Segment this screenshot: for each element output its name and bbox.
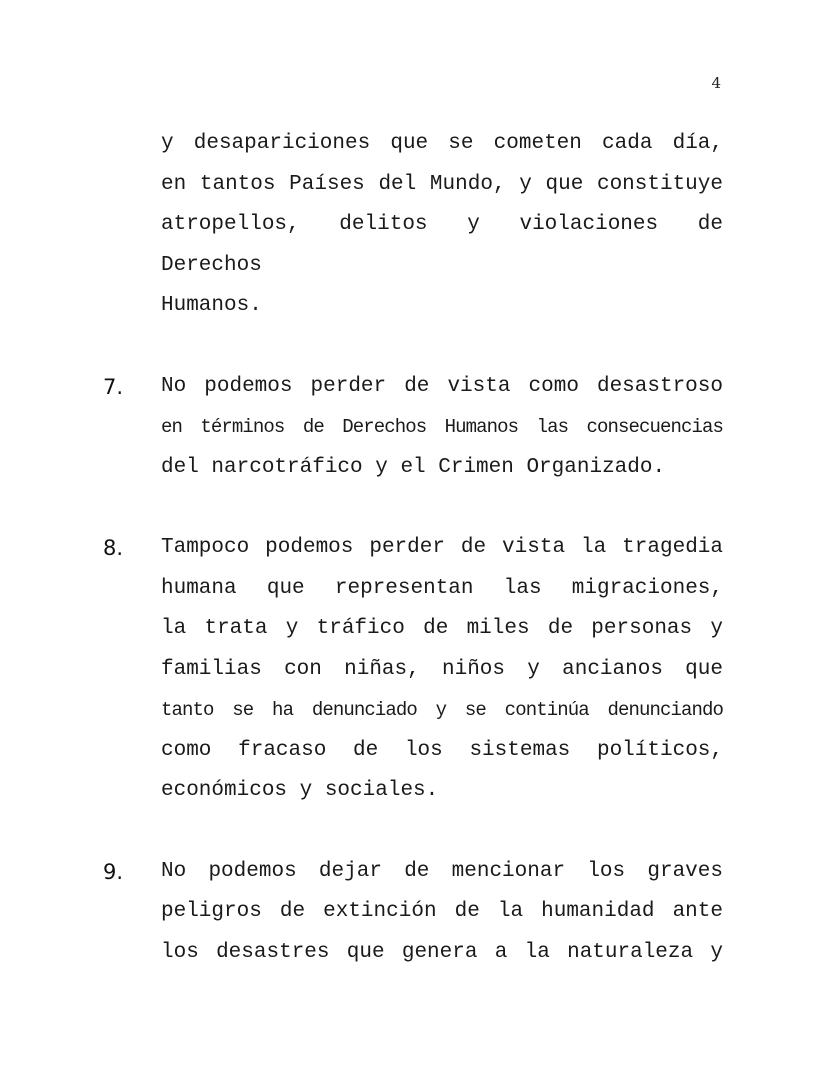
text-line: No podemos dejar de mencionar los graves — [161, 859, 723, 883]
text-line: peligros de extinción de la humanidad ante — [161, 900, 723, 923]
text-line: la trata y tráfico de miles de personas y — [161, 617, 723, 640]
numbered-paragraph-9 — [0, 852, 825, 974]
text-line: en tantos Países del Mundo, y que constituye — [161, 172, 723, 196]
text-line: Tampoco podemos perder de vista la tragedia — [161, 536, 723, 559]
text-line: los desastres que genera a la naturaleza y — [161, 940, 723, 964]
text-line: atropellos, delitos y violaciones de Derechos — [161, 213, 723, 277]
page-number: 4 — [711, 74, 721, 92]
text-line: como fracaso de los sistemas políticos, — [161, 738, 723, 762]
text-line: No podemos perder de vista como desastroso — [161, 374, 723, 398]
paragraph-number: 8. — [103, 536, 124, 560]
text-line: humana que representan las migraciones, — [161, 576, 723, 600]
text-line: tanto se ha denunciado y se continúa denunciando — [161, 699, 723, 721]
paragraph-number: 7. — [103, 374, 124, 399]
text-line: y desapariciones que se cometen cada día, — [161, 132, 723, 155]
text-line: familias con niñas, niños y ancianos que — [161, 657, 723, 681]
numbered-paragraph-7 — [0, 367, 825, 489]
document-body — [0, 124, 825, 1013]
text-line: Humanos. — [161, 294, 262, 317]
paragraph-number: 9. — [103, 859, 124, 884]
numbered-paragraph-8 — [0, 528, 825, 812]
paragraph-continuation — [0, 124, 825, 327]
text-line: del narcotráfico y el Crimen Organizado. — [161, 455, 666, 479]
text-line: económicos y sociales. — [161, 779, 439, 802]
text-line: en términos de Derechos Humanos las consecuencias — [161, 416, 723, 438]
